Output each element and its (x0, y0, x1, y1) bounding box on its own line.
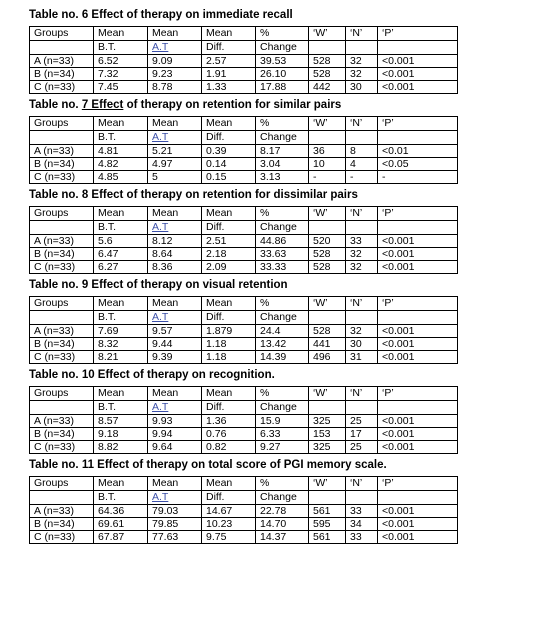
table-row (30, 55, 458, 68)
header-cell: Change (256, 221, 309, 235)
header-cell: ‘P’ (378, 477, 458, 491)
value-cell: 69.61 (94, 518, 148, 531)
value-cell: <0.001 (378, 428, 458, 441)
caption-text: Table no. 9 Effect of therapy on visual retention (29, 279, 288, 291)
header-cell: ‘P’ (378, 207, 458, 221)
value-cell: 15.9 (256, 415, 309, 428)
header-cell (378, 131, 458, 145)
header-cell (30, 41, 94, 55)
table-row (30, 441, 458, 454)
table-row (30, 81, 458, 94)
value-cell: 79.85 (148, 518, 202, 531)
table-row (30, 171, 458, 184)
value-cell: 9.57 (148, 325, 202, 338)
header-cell: Mean (94, 387, 148, 401)
table-caption (29, 188, 459, 206)
value-cell: 325 (309, 415, 346, 428)
caption-text: Table no. 6 Effect of therapy on immediate recall (29, 9, 293, 21)
value-cell: <0.001 (378, 325, 458, 338)
value-cell: 25 (346, 441, 378, 454)
header-cell (346, 41, 378, 55)
group-cell: C (n=33) (30, 441, 94, 454)
value-cell: 528 (309, 55, 346, 68)
header-cell: ‘N’ (346, 27, 378, 41)
header-cell: Mean (202, 477, 256, 491)
value-cell: <0.001 (378, 505, 458, 518)
value-cell: 8.32 (94, 338, 148, 351)
header-cell: ‘N’ (346, 387, 378, 401)
group-cell: A (n=33) (30, 325, 94, 338)
value-cell: <0.001 (378, 248, 458, 261)
value-cell: 528 (309, 248, 346, 261)
header-cell: ‘N’ (346, 477, 378, 491)
value-cell: 595 (309, 518, 346, 531)
group-cell: C (n=33) (30, 261, 94, 274)
group-cell: B (n=34) (30, 518, 94, 531)
header-cell: Mean (148, 207, 202, 221)
table-row (30, 428, 458, 441)
value-cell: 67.87 (94, 531, 148, 544)
value-cell: <0.001 (378, 55, 458, 68)
value-cell: 6.52 (94, 55, 148, 68)
group-cell: B (n=34) (30, 68, 94, 81)
header-row (30, 491, 458, 505)
table-row (30, 248, 458, 261)
value-cell: 2.09 (202, 261, 256, 274)
table-row (30, 415, 458, 428)
value-cell: <0.001 (378, 518, 458, 531)
group-cell: A (n=33) (30, 145, 94, 158)
value-cell: 2.57 (202, 55, 256, 68)
header-cell: ‘P’ (378, 27, 458, 41)
caption-text: 7 Effect (81, 99, 124, 111)
header-cell: ‘W’ (309, 387, 346, 401)
value-cell: 34 (346, 518, 378, 531)
header-cell: Mean (148, 387, 202, 401)
header-cell: ‘W’ (309, 207, 346, 221)
value-cell: 30 (346, 81, 378, 94)
header-row (30, 387, 458, 401)
value-cell: 39.53 (256, 55, 309, 68)
value-cell: 14.70 (256, 518, 309, 531)
header-cell (346, 221, 378, 235)
header-cell: Groups (30, 27, 94, 41)
header-cell: ‘N’ (346, 117, 378, 131)
value-cell: 79.03 (148, 505, 202, 518)
table-caption (29, 458, 459, 476)
value-cell: 32 (346, 68, 378, 81)
value-cell: <0.001 (378, 68, 458, 81)
header-cell: Change (256, 311, 309, 325)
value-cell: 24.4 (256, 325, 309, 338)
value-cell: 528 (309, 68, 346, 81)
header-row (30, 477, 458, 491)
header-cell: A.T (148, 311, 202, 325)
header-cell: Mean (94, 27, 148, 41)
value-cell: 8.78 (148, 81, 202, 94)
header-cell (378, 401, 458, 415)
group-cell: C (n=33) (30, 81, 94, 94)
header-cell: ‘P’ (378, 297, 458, 311)
value-cell: 5 (148, 171, 202, 184)
value-cell: 8 (346, 145, 378, 158)
value-cell: 4.97 (148, 158, 202, 171)
value-cell: 9.09 (148, 55, 202, 68)
value-cell: 4.85 (94, 171, 148, 184)
value-cell: 14.37 (256, 531, 309, 544)
value-cell: 33.63 (256, 248, 309, 261)
header-cell: Mean (94, 477, 148, 491)
value-cell: 32 (346, 248, 378, 261)
value-cell: 496 (309, 351, 346, 364)
value-cell: 8.36 (148, 261, 202, 274)
group-cell: A (n=33) (30, 55, 94, 68)
value-cell: 325 (309, 441, 346, 454)
header-cell: % (256, 477, 309, 491)
group-cell: A (n=33) (30, 505, 94, 518)
group-cell: B (n=34) (30, 158, 94, 171)
results-table (29, 296, 458, 364)
value-cell: 561 (309, 505, 346, 518)
document-page (29, 8, 459, 548)
header-cell: B.T. (94, 401, 148, 415)
value-cell: 32 (346, 261, 378, 274)
table-row (30, 505, 458, 518)
value-cell: 3.13 (256, 171, 309, 184)
header-cell (346, 401, 378, 415)
table-caption (29, 278, 459, 296)
table-caption (29, 98, 459, 116)
header-cell: Diff. (202, 311, 256, 325)
value-cell: 0.39 (202, 145, 256, 158)
header-cell: ‘W’ (309, 117, 346, 131)
value-cell: 1.879 (202, 325, 256, 338)
value-cell: 528 (309, 261, 346, 274)
header-cell: B.T. (94, 221, 148, 235)
results-table (29, 206, 458, 274)
header-cell: Mean (202, 387, 256, 401)
caption-text: Table no. (29, 99, 82, 111)
header-cell: ‘P’ (378, 117, 458, 131)
value-cell: 6.27 (94, 261, 148, 274)
value-cell: 4 (346, 158, 378, 171)
value-cell: 0.76 (202, 428, 256, 441)
group-cell: B (n=34) (30, 338, 94, 351)
header-row (30, 401, 458, 415)
header-cell (378, 41, 458, 55)
table-row (30, 338, 458, 351)
table-row (30, 235, 458, 248)
header-cell: % (256, 27, 309, 41)
value-cell: 33 (346, 235, 378, 248)
value-cell: 0.82 (202, 441, 256, 454)
value-cell: <0.05 (378, 158, 458, 171)
value-cell: 33 (346, 531, 378, 544)
value-cell: 9.75 (202, 531, 256, 544)
header-cell: Mean (94, 117, 148, 131)
header-cell: Mean (202, 117, 256, 131)
value-cell: <0.001 (378, 531, 458, 544)
value-cell: 32 (346, 55, 378, 68)
header-cell: ‘N’ (346, 207, 378, 221)
value-cell: 8.21 (94, 351, 148, 364)
value-cell: 528 (309, 325, 346, 338)
header-cell: Groups (30, 477, 94, 491)
value-cell: <0.001 (378, 261, 458, 274)
value-cell: 31 (346, 351, 378, 364)
value-cell: <0.001 (378, 441, 458, 454)
group-cell: C (n=33) (30, 531, 94, 544)
header-cell: B.T. (94, 131, 148, 145)
header-cell: % (256, 387, 309, 401)
header-cell (30, 311, 94, 325)
value-cell: 6.47 (94, 248, 148, 261)
header-cell: % (256, 207, 309, 221)
value-cell: 520 (309, 235, 346, 248)
value-cell: 441 (309, 338, 346, 351)
header-cell (378, 491, 458, 505)
value-cell: 1.18 (202, 338, 256, 351)
value-cell: <0.001 (378, 415, 458, 428)
value-cell: 153 (309, 428, 346, 441)
header-cell (30, 131, 94, 145)
value-cell: 13.42 (256, 338, 309, 351)
header-cell: A.T (148, 491, 202, 505)
value-cell: 14.67 (202, 505, 256, 518)
value-cell: 9.27 (256, 441, 309, 454)
value-cell: <0.001 (378, 81, 458, 94)
value-cell: <0.001 (378, 351, 458, 364)
header-cell: Change (256, 491, 309, 505)
value-cell: 2.18 (202, 248, 256, 261)
header-cell: Mean (148, 27, 202, 41)
header-cell (346, 311, 378, 325)
value-cell: 25 (346, 415, 378, 428)
header-cell (378, 311, 458, 325)
value-cell: 44.86 (256, 235, 309, 248)
value-cell: 30 (346, 338, 378, 351)
header-cell: B.T. (94, 311, 148, 325)
value-cell: 17.88 (256, 81, 309, 94)
header-cell (309, 311, 346, 325)
value-cell: 1.18 (202, 351, 256, 364)
header-cell: Diff. (202, 131, 256, 145)
group-cell: B (n=34) (30, 428, 94, 441)
value-cell: 2.51 (202, 235, 256, 248)
value-cell: 5.6 (94, 235, 148, 248)
table-row (30, 261, 458, 274)
header-cell: ‘W’ (309, 297, 346, 311)
header-cell (30, 491, 94, 505)
value-cell: <0.001 (378, 338, 458, 351)
header-cell: ‘W’ (309, 27, 346, 41)
value-cell: 7.69 (94, 325, 148, 338)
value-cell: - (378, 171, 458, 184)
header-cell (309, 221, 346, 235)
caption-text: Table no. 8 Effect of therapy on retention for dissimilar pairs (29, 189, 358, 201)
value-cell: 0.14 (202, 158, 256, 171)
value-cell: - (309, 171, 346, 184)
header-cell: Mean (148, 297, 202, 311)
header-cell: Mean (202, 297, 256, 311)
value-cell: 1.33 (202, 81, 256, 94)
value-cell: 6.33 (256, 428, 309, 441)
table-row (30, 325, 458, 338)
value-cell: - (346, 171, 378, 184)
value-cell: 10 (309, 158, 346, 171)
header-cell: Diff. (202, 401, 256, 415)
header-row (30, 221, 458, 235)
results-table (29, 386, 458, 454)
header-cell (309, 401, 346, 415)
group-cell: C (n=33) (30, 351, 94, 364)
value-cell: 33.33 (256, 261, 309, 274)
value-cell: 1.91 (202, 68, 256, 81)
header-cell: A.T (148, 401, 202, 415)
value-cell: 5.21 (148, 145, 202, 158)
header-cell: Mean (148, 477, 202, 491)
header-cell: Groups (30, 117, 94, 131)
header-row (30, 131, 458, 145)
table-row (30, 351, 458, 364)
header-cell (309, 131, 346, 145)
value-cell: 8.82 (94, 441, 148, 454)
header-cell: Mean (202, 207, 256, 221)
value-cell: 442 (309, 81, 346, 94)
header-cell: Mean (148, 117, 202, 131)
header-cell: Mean (202, 27, 256, 41)
value-cell: <0.01 (378, 145, 458, 158)
value-cell: 9.64 (148, 441, 202, 454)
caption-text: Table no. 10 Effect of therapy on recognition. (29, 369, 275, 381)
value-cell: 14.39 (256, 351, 309, 364)
header-cell: Diff. (202, 491, 256, 505)
results-table (29, 26, 458, 94)
table-row (30, 68, 458, 81)
header-row (30, 27, 458, 41)
header-cell (346, 131, 378, 145)
value-cell: 22.78 (256, 505, 309, 518)
header-cell: Mean (94, 207, 148, 221)
value-cell: 9.39 (148, 351, 202, 364)
header-cell: A.T (148, 131, 202, 145)
value-cell: 4.82 (94, 158, 148, 171)
group-cell: A (n=33) (30, 415, 94, 428)
value-cell: 32 (346, 325, 378, 338)
header-cell: Groups (30, 387, 94, 401)
value-cell: 9.18 (94, 428, 148, 441)
table-row (30, 145, 458, 158)
header-row (30, 311, 458, 325)
results-table (29, 116, 458, 184)
group-cell: A (n=33) (30, 235, 94, 248)
header-cell (30, 401, 94, 415)
value-cell: <0.001 (378, 235, 458, 248)
header-cell: Groups (30, 207, 94, 221)
value-cell: 3.04 (256, 158, 309, 171)
value-cell: 7.45 (94, 81, 148, 94)
header-cell: A.T (148, 221, 202, 235)
value-cell: 7.32 (94, 68, 148, 81)
table-row (30, 518, 458, 531)
header-row (30, 207, 458, 221)
header-cell: Groups (30, 297, 94, 311)
header-row (30, 297, 458, 311)
table-caption (29, 368, 459, 386)
value-cell: 561 (309, 531, 346, 544)
value-cell: 0.15 (202, 171, 256, 184)
header-cell: Mean (94, 297, 148, 311)
table-row (30, 158, 458, 171)
header-cell (309, 491, 346, 505)
header-cell (30, 221, 94, 235)
value-cell: 33 (346, 505, 378, 518)
value-cell: 10.23 (202, 518, 256, 531)
header-cell: Change (256, 131, 309, 145)
value-cell: 9.94 (148, 428, 202, 441)
value-cell: 8.64 (148, 248, 202, 261)
header-cell (346, 491, 378, 505)
header-cell: ‘W’ (309, 477, 346, 491)
table-row (30, 531, 458, 544)
results-table (29, 476, 458, 544)
value-cell: 8.57 (94, 415, 148, 428)
header-cell: Diff. (202, 41, 256, 55)
header-cell: Change (256, 41, 309, 55)
value-cell: 9.93 (148, 415, 202, 428)
header-cell (378, 221, 458, 235)
header-cell: B.T. (94, 491, 148, 505)
value-cell: 64.36 (94, 505, 148, 518)
value-cell: 77.63 (148, 531, 202, 544)
caption-text: Table no. 11 Effect of therapy on total score of PGI memory scale. (29, 459, 387, 471)
value-cell: 36 (309, 145, 346, 158)
value-cell: 8.12 (148, 235, 202, 248)
value-cell: 9.23 (148, 68, 202, 81)
caption-text: of therapy on retention for similar pairs (123, 99, 342, 111)
header-cell: ‘P’ (378, 387, 458, 401)
header-cell (309, 41, 346, 55)
value-cell: 9.44 (148, 338, 202, 351)
header-cell: B.T. (94, 41, 148, 55)
header-cell: Diff. (202, 221, 256, 235)
group-cell: C (n=33) (30, 171, 94, 184)
header-cell: % (256, 117, 309, 131)
value-cell: 26.10 (256, 68, 309, 81)
table-caption (29, 8, 459, 26)
value-cell: 8.17 (256, 145, 309, 158)
value-cell: 4.81 (94, 145, 148, 158)
value-cell: 1.36 (202, 415, 256, 428)
header-cell: % (256, 297, 309, 311)
header-cell: ‘N’ (346, 297, 378, 311)
header-cell: Change (256, 401, 309, 415)
value-cell: 17 (346, 428, 378, 441)
header-cell: A.T (148, 41, 202, 55)
group-cell: B (n=34) (30, 248, 94, 261)
header-row (30, 117, 458, 131)
header-row (30, 41, 458, 55)
